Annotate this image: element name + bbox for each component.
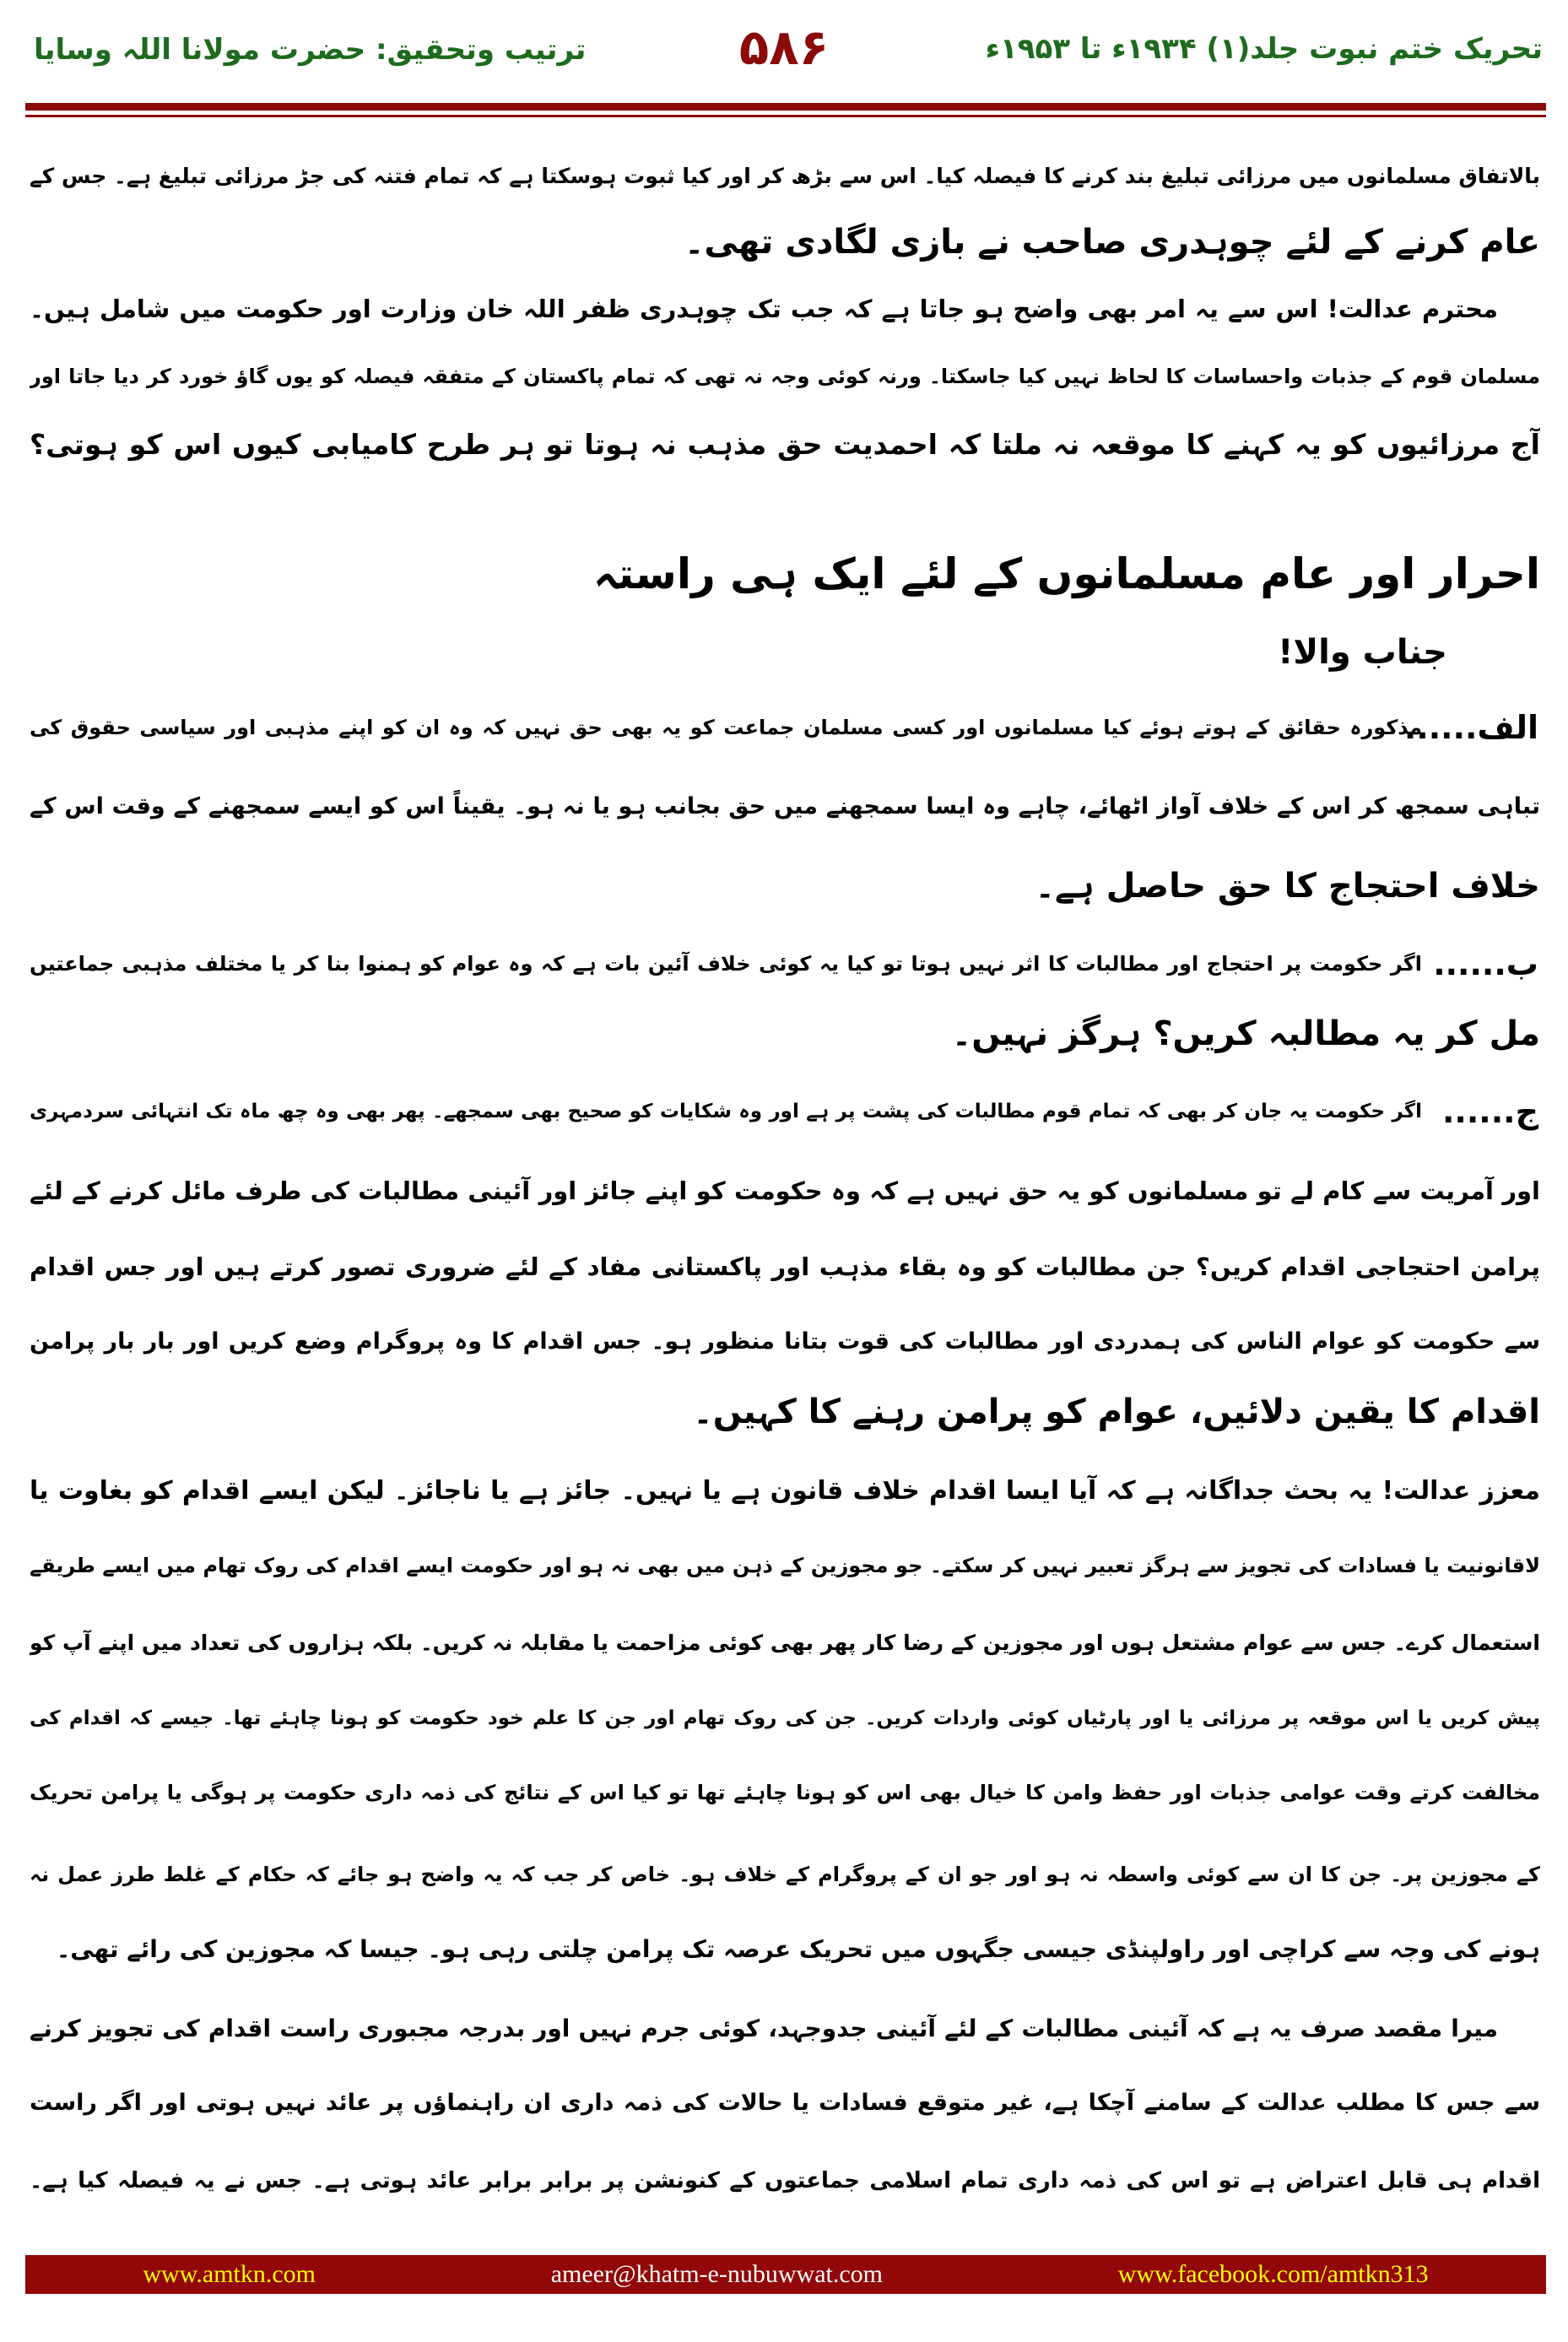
text-line: مذکورہ حقائق کے ہوتے ہوئے کیا مسلمانوں اور کسی مسلمان جماعت کو یہ بھی حق نہیں کہ وہ ان کو اپنے مذہبی اور سیاسی حقوق کی (30, 716, 1422, 739)
facebook-link[interactable]: www.facebook.com/amtkn313 (1117, 2260, 1429, 2288)
section-heading: احرار اور عام مسلمانوں کے لئے ایک ہی راستہ (592, 549, 1540, 598)
text-line: لاقانونیت یا فسادات کی تجویز سے ہرگز تعبیر نہیں کر سکتے۔ جو مجوزین کے ذہن میں بھی نہ ہو اور حکومت ایسے اقدام کی روک تھام میں ایسے طریقے (30, 1554, 1540, 1577)
text-line: کے مجوزین پر۔ جن کا ان سے کوئی واسطہ نہ ہو اور جو ان کے پروگرام کے خلاف ہو۔ خاص کر جب کہ یہ واضح ہو جائے کہ حکام کے غلط طرز عمل نہ (30, 1863, 1540, 1886)
header-rule-thin (25, 115, 1546, 117)
item-label-alif: الف...... (1403, 709, 1538, 746)
text-line: معزز عدالت! یہ بحث جداگانہ ہے کہ آیا ایسا اقدام خلاف قانون ہے یا نہیں۔ جائز ہے یا ناجائز۔ لیکن ایسے اقدام کو بغاوت یا (30, 1476, 1540, 1506)
text-line: پرامن احتجاجی اقدام کریں؟ جن مطالبات کو وہ بقاء مذہب اور پاکستانی مفاد کے لئے ضروری تصور کرتے ہیں اور جس اقدام (30, 1252, 1540, 1281)
text-line: اگر حکومت پر احتجاج اور مطالبات کا اثر نہیں ہوتا تو کیا یہ کوئی خلاف آئین بات ہے کہ وہ عوام کو ہمنوا بنا کر یا مختلف مذہبی جماعتیں (30, 952, 1422, 976)
text-line: خلاف احتجاج کا حق حاصل ہے۔ (1035, 867, 1540, 906)
text-line: میرا مقصد صرف یہ ہے کہ آئینی مطالبات کے لئے آئینی جدوجہد، کوئی جرم نہیں اور بدرجہ مجبوری راست اقدام کی تجویز کرنے (30, 2015, 1498, 2042)
footer-bar (25, 2255, 1546, 2294)
item-label-be: ب...... (1433, 945, 1538, 982)
text-line: محترم عدالت! اس سے یہ امر بھی واضح ہو جاتا ہے کہ جب تک چوہدری ظفر اللہ خان وزارت اور حکومت میں شامل ہیں۔ (30, 295, 1498, 323)
text-line: مخالفت کرتے وقت عوامی جذبات اور حفظ وامن کا خیال بھی اس کو ہونا چاہئے تھا تو کیا اس کے نتائج کی ذمہ داری حکومت پر ہوگی یا پرامن تحریک (30, 1781, 1540, 1804)
email-link[interactable]: ameer@khatm-e-nubuwwat.com (550, 2260, 883, 2288)
text-line: اور آمریت سے کام لے تو مسلمانوں کو یہ حق نہیں ہے کہ وہ حکومت کو اپنے جائز اور آئینی مطالبات کی طرف مائل کرنے کے لئے (30, 1176, 1540, 1205)
text-line: اگر حکومت یہ جان کر بھی کہ تمام قوم مطالبات کی پشت پر ہے اور وہ شکایات کو صحیح بھی سمجھے۔ پھر بھی وہ چھ ماہ تک انتہائی سردمہری (30, 1101, 1422, 1122)
text-line: تباہی سمجھ کر اس کے خلاف آواز اٹھائے، چاہے وہ ایسا سمجھنے میں حق بجانب ہو یا نہ ہو۔ یقیناً اس کو ایسے سمجھنے کے وقت اس کے (30, 793, 1540, 819)
text-line: اقدام کا یقین دلائیں، عوام کو پرامن رہنے کا کہیں۔ (693, 1393, 1540, 1431)
page-number: ۵۸۶ (738, 19, 830, 76)
item-label-jeem: ج...... (1442, 1093, 1538, 1130)
text-line: سے جس کا مطلب عدالت کے سامنے آچکا ہے، غیر متوقع فسادات یا حالات کی ذمہ داری ان راہنماؤں پر عائد نہیں ہوتی اور اگر راست (30, 2090, 1540, 2116)
text-line: ہونے کی وجہ سے کراچی اور راولپنڈی جیسی جگہوں میں تحریک عرصہ تک پرامن چلتی رہی ہو۔ جیسا کہ مجوزین کی رائے تھی۔ (56, 1935, 1540, 1963)
text-line: اقدام ہی قابل اعتراض ہے تو اس کی ذمہ داری تمام اسلامی جماعتوں کے کنونشن پر برابر برابر عائد ہوتی ہے۔ جس نے یہ فیصلہ کیا ہے۔ (30, 2168, 1540, 2193)
header-rule-thick (25, 103, 1546, 111)
compiler-credit: ترتیب وتحقیق: حضرت مولانا اللہ وسایا (34, 33, 587, 67)
text-line: پیش کریں یا اس موقعہ پر مرزائی یا اور پارٹیاں کوئی واردات کریں۔ جن کی روک تھام اور جن کا علم خود حکومت کو ہونا چاہئے تھا۔ جیسے کہ اقدام کی (30, 1707, 1540, 1729)
website-link[interactable]: www.amtkn.com (143, 2260, 316, 2288)
salutation: جناب والا! (1278, 633, 1447, 672)
book-title: تحریک ختم نبوت جلد(۱) ۱۹۳۴ء تا ۱۹۵۳ء (985, 32, 1543, 66)
text-line: سے حکومت کو عوام الناس کی ہمدردی اور مطالبات کی قوت بتانا منظور ہو۔ جس اقدام کا وہ پروگرام وضع کریں اور بار بار پرامن (30, 1328, 1540, 1355)
text-line: عام کرنے کے لئے چوہدری صاحب نے بازی لگادی تھی۔ (684, 223, 1540, 262)
text-line: مسلمان قوم کے جذبات واحساسات کا لحاظ نہیں کیا جاسکتا۔ ورنہ کوئی وجہ نہ تھی کہ تمام پاکستان کے متفقہ فیصلہ کو یوں گاؤ خورد کر دیا جاتا اور (30, 365, 1540, 388)
text-line: آج مرزائیوں کو یہ کہنے کا موقعہ نہ ملتا کہ احمدیت حق مذہب نہ ہوتا تو ہر طرح کامیابی کیوں اس کو ہوتی؟ (30, 428, 1540, 461)
text-line: بالاتفاق مسلمانوں میں مرزائی تبلیغ بند کرنے کا فیصلہ کیا۔ اس سے بڑھ کر اور کیا ثبوت ہوسکتا ہے کہ تمام فتنہ کی جڑ مرزائی تبلیغ ہے۔ جس کے (30, 164, 1540, 188)
text-line: مل کر یہ مطالبہ کریں؟ ہرگز نہیں۔ (951, 1014, 1540, 1053)
text-line: استعمال کرے۔ جس سے عوام مشتعل ہوں اور مجوزین کے رضا کار پھر بھی کوئی مزاحمت یا مقابلہ نہ کریں۔ بلکہ ہزاروں کی تعداد میں اپنے آپ کو (30, 1631, 1540, 1655)
